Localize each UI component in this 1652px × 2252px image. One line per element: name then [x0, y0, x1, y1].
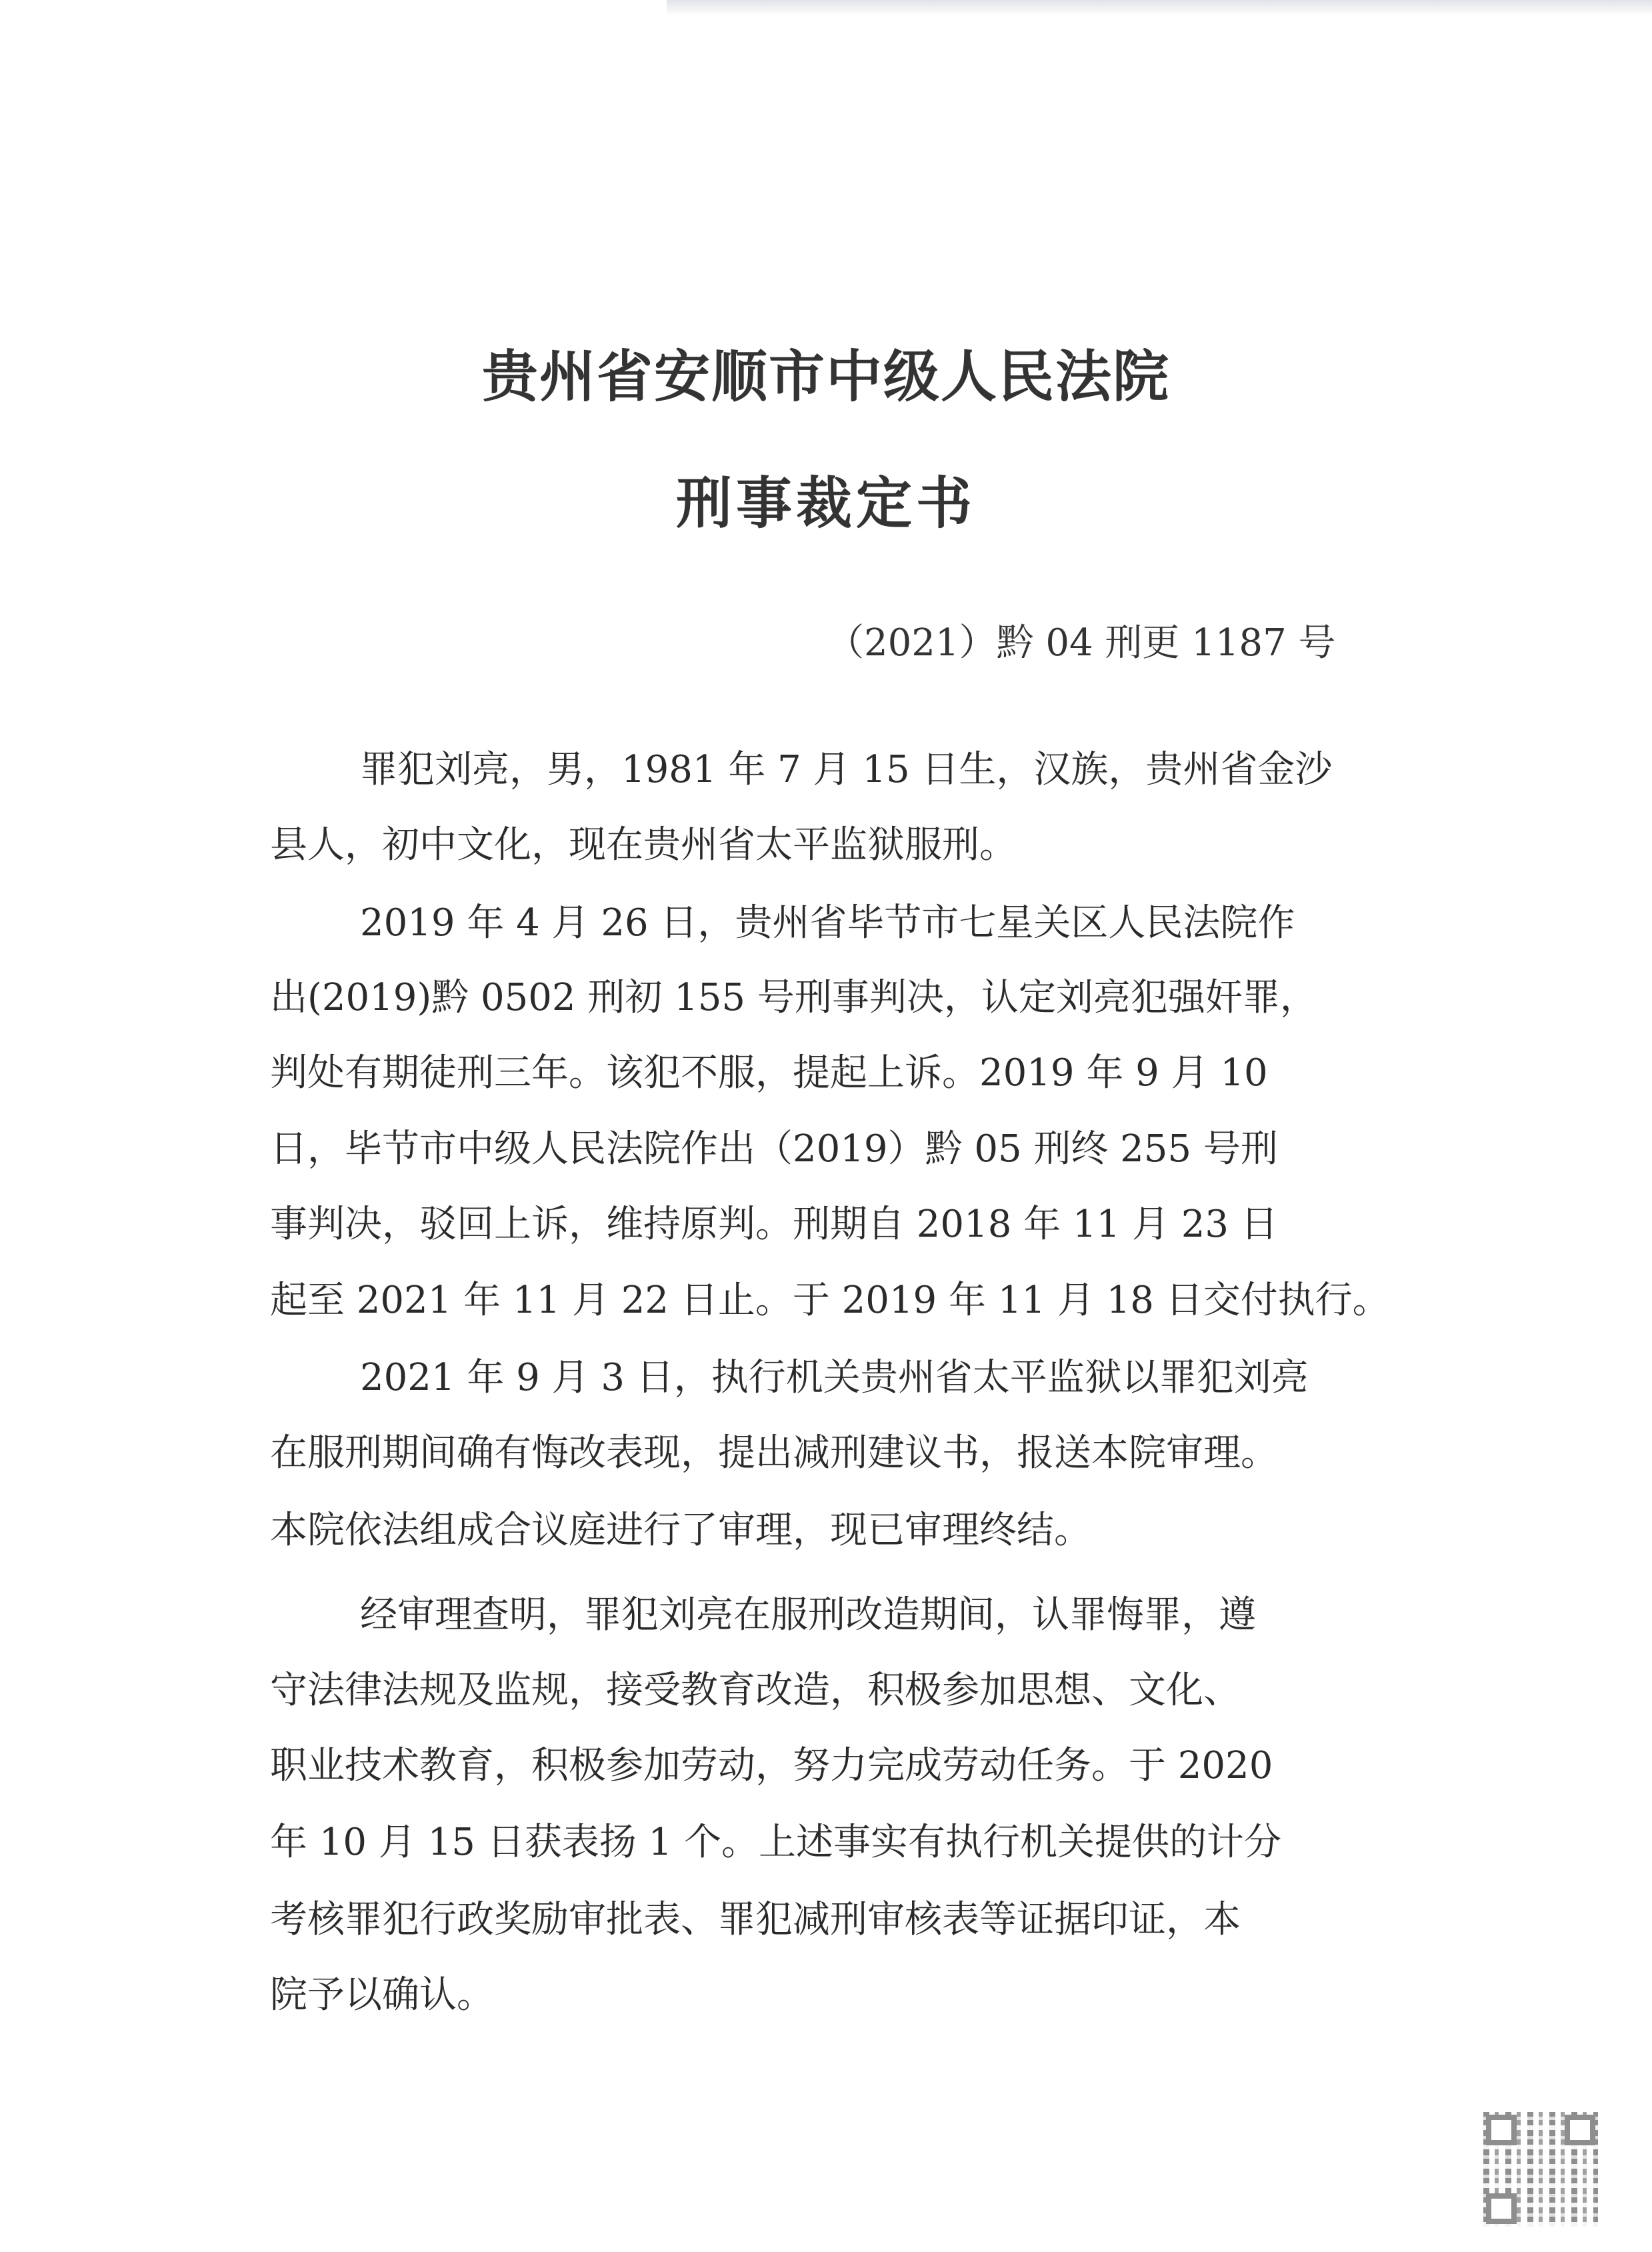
qr-code-icon	[1483, 2112, 1598, 2227]
paragraph-1-line-1: 罪犯刘亮，男，1981 年 7 月 15 日生，汉族，贵州省金沙	[360, 748, 1333, 791]
qr-finder-top-left	[1486, 2115, 1517, 2145]
qr-finder-bottom-left	[1486, 2193, 1517, 2224]
paragraph-3-line-1: 2021 年 9 月 3 日，执行机关贵州省太平监狱以罪犯刘亮	[360, 1356, 1309, 1399]
qr-finder-top-right	[1565, 2115, 1595, 2145]
case-number: （2021）黔 04 刑更 1187 号	[827, 621, 1336, 665]
paragraph-3-line-3: 本院依法组成合议庭进行了审理，现已审理终结。	[270, 1509, 1091, 1552]
paragraph-4-line-1: 经审理查明，罪犯刘亮在服刑改造期间，认罪悔罪，遵	[360, 1593, 1256, 1637]
paragraph-2-line-5: 事判决，驳回上诉，维持原判。刑期自 2018 年 11 月 23 日	[270, 1203, 1278, 1246]
paragraph-4-line-4: 年 10 月 15 日获表扬 1 个。上述事实有执行机关提供的计分	[270, 1821, 1281, 1864]
scan-edge-shadow	[667, 0, 1652, 16]
paragraph-4-line-2: 守法律法规及监规，接受教育改造，积极参加思想、文化、	[270, 1669, 1241, 1712]
paragraph-2-line-4: 日，毕节市中级人民法院作出（2019）黔 05 刑终 255 号刑	[270, 1127, 1278, 1171]
court-name: 贵州省安顺市中级人民法院	[481, 343, 1170, 409]
paragraph-1-line-2: 县人，初中文化，现在贵州省太平监狱服刑。	[270, 823, 1017, 867]
paragraph-2-line-3: 判处有期徒刑三年。该犯不服，提起上诉。2019 年 9 月 10	[270, 1051, 1268, 1095]
document-type: 刑事裁定书	[675, 470, 976, 536]
paragraph-4-line-3: 职业技术教育，积极参加劳动，努力完成劳动任务。于 2020	[270, 1744, 1273, 1787]
paragraph-2-line-2: 出(2019)黔 0502 刑初 155 号刑事判决，认定刘亮犯强奸罪，	[270, 976, 1317, 1019]
paragraph-4-line-5: 考核罪犯行政奖励审批表、罪犯减刑审核表等证据印证，本	[270, 1898, 1241, 1941]
paragraph-4-line-6: 院予以确认。	[270, 1973, 494, 2017]
paragraph-2-line-1: 2019 年 4 月 26 日，贵州省毕节市七星关区人民法院作	[360, 901, 1295, 945]
paragraph-2-line-6: 起至 2021 年 11 月 22 日止。于 2019 年 11 月 18 日交付执行。	[270, 1279, 1390, 1322]
paragraph-3-line-2: 在服刑期间确有悔改表现，提出减刑建议书，报送本院审理。	[270, 1431, 1278, 1475]
